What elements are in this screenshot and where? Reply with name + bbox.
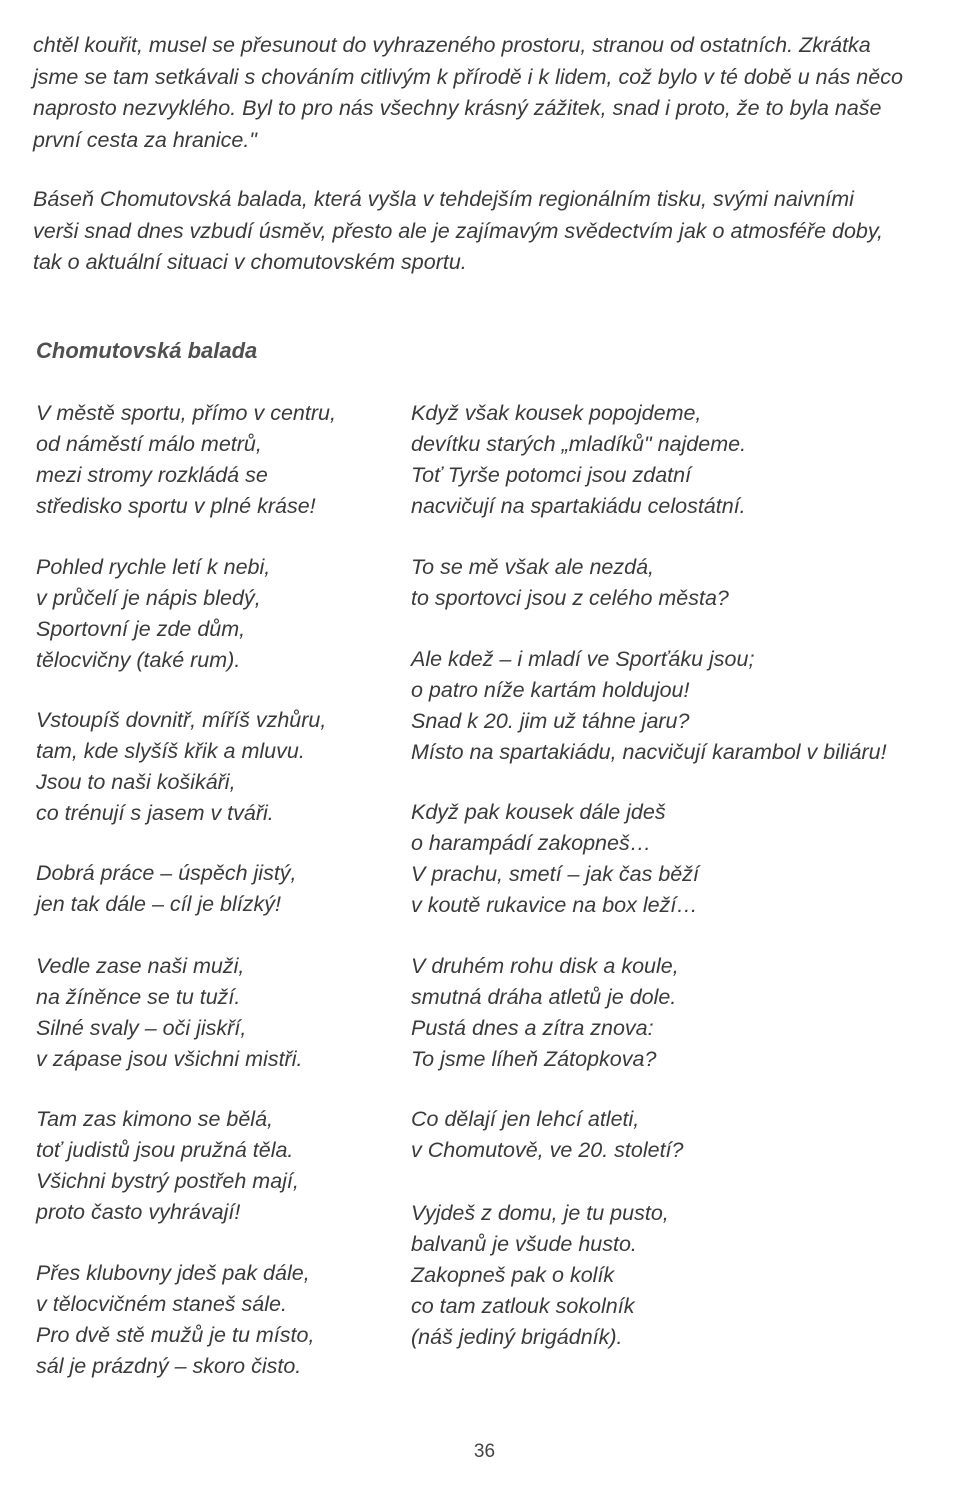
poem-line: Silné svaly – oči jiskří, (36, 1016, 247, 1040)
poem-stanza (36, 398, 336, 522)
poem-line: tam, kde slyšíš křik a mluvu. (36, 739, 305, 763)
poem-line: Sportovní je zde dům, (36, 617, 246, 641)
poem-line: Když pak kousek dále jdeš (411, 800, 666, 824)
poem-line: Vedle zase naši muži, (36, 954, 245, 978)
poem-line: Vyjdeš z domu, je tu pusto, (411, 1201, 669, 1225)
poem-line: Vstoupíš dovnitř, míříš vzhůru, (36, 708, 327, 732)
poem-title: Chomutovská balada (36, 338, 258, 363)
poem-line: Toť Tyrše potomci jsou zdatní (411, 463, 692, 487)
poem-line: Co dělají jen lehcí atleti, (411, 1107, 640, 1131)
poem-line: v zápase jsou všichni mistři. (36, 1047, 303, 1071)
poem-line: co trénují s jasem v tváři. (36, 801, 274, 825)
text-line: verši snad dnes vzbudí úsměv, přesto ale je zajímavým svědectvím jak o atmosféře doby, (33, 218, 884, 243)
poem-stanza (411, 644, 887, 768)
poem-stanza (36, 705, 326, 829)
poem-stanza (36, 1258, 314, 1382)
poem-line: středisko sportu v plné kráse! (36, 494, 316, 518)
poem-line: na žíněnce se tu tuží. (36, 985, 241, 1009)
poem-line: v Chomutově, ve 20. století? (411, 1138, 684, 1162)
poem-line: V druhém rohu disk a koule, (411, 954, 679, 978)
poem-stanza (36, 1104, 299, 1228)
poem-line: o patro níže kartám holdujou! (411, 678, 690, 702)
poem-line: To se mě však ale nezdá, (411, 555, 655, 579)
poem-line: Místo na spartakiádu, nacvičují karambol v biliáru! (411, 740, 887, 764)
poem-stanza (411, 398, 746, 522)
poem-stanza (411, 552, 729, 614)
poem-line: smutná dráha atletů je dole. (411, 985, 677, 1009)
poem-line: mezi stromy rozkládá se (36, 463, 268, 487)
poem-line: jen tak dále – cíl je blízký! (36, 892, 281, 916)
intro-paragraph-2 (33, 184, 928, 279)
poem-line: Pro dvě stě mužů je tu místo, (36, 1323, 315, 1347)
poem-line: Ale kdež – i mladí ve Sporťáku jsou; (411, 647, 755, 671)
poem-stanza (411, 1198, 669, 1353)
poem-line: od náměstí málo metrů, (36, 432, 262, 456)
poem-line: V prachu, smetí – jak čas běží (411, 862, 699, 886)
poem-line: Všichni bystrý postřeh mají, (36, 1169, 299, 1193)
poem-line: devítku starých „mladíků" najdeme. (411, 432, 747, 456)
poem-line: (náš jediný brigádník). (411, 1325, 623, 1349)
page-number: 36 (473, 1441, 496, 1462)
poem-line: Snad k 20. jim už táhne jaru? (411, 709, 690, 733)
poem-line: Pustá dnes a zítra znova: (411, 1016, 654, 1040)
poem-line: Zakopneš pak o kolík (411, 1263, 615, 1287)
text-line: jsme se tam setkávali s chováním citlivým k přírodě i k lidem, což bylo v té době u nás něco (33, 64, 903, 89)
text-line: tak o aktuální situaci v chomutovském sportu. (33, 250, 467, 274)
poem-line: v průčelí je nápis bledý, (36, 586, 261, 610)
poem-stanza (411, 951, 679, 1075)
poem-stanza (411, 797, 699, 921)
poem-line: v koutě rukavice na box leží… (411, 893, 698, 917)
text-line: Báseň Chomutovská balada, která vyšla v tehdejším regionálním tisku, svými naivními (33, 187, 854, 211)
poem-stanza (36, 858, 297, 920)
poem-line: nacvičují na spartakiádu celostátní. (411, 494, 746, 518)
poem-line: Jsou to naši košikáři, (36, 770, 236, 794)
poem-line: Dobrá práce – úspěch jistý, (36, 861, 297, 885)
poem-line: v tělocvičném staneš sále. (36, 1292, 287, 1316)
poem-line: To jsme líheň Zátopkova? (411, 1047, 657, 1071)
poem-line: o harampádí zakopneš… (411, 831, 652, 855)
poem-line: co tam zatlouk sokolník (411, 1294, 635, 1318)
poem-line: Přes klubovny jdeš pak dále, (36, 1261, 310, 1285)
poem-line: Pohled rychle letí k nebi, (36, 555, 271, 579)
poem-stanza (411, 1104, 683, 1166)
poem-line: V městě sportu, přímo v centru, (36, 401, 336, 425)
poem-line: tělocvičny (také rum). (36, 648, 241, 672)
poem-line: to sportovci jsou z celého města? (411, 586, 729, 610)
text-line: chtěl kouřit, musel se přesunout do vyhrazeného prostoru, stranou od ostatních. Zkrátka (33, 33, 871, 57)
poem-line: Tam zas kimono se bělá, (36, 1107, 274, 1131)
poem-stanza (36, 552, 270, 676)
poem-line: sál je prázdný – skoro čisto. (36, 1354, 302, 1378)
poem-line: proto často vyhrávají! (36, 1200, 241, 1224)
poem-stanza (36, 951, 302, 1075)
text-line: první cesta za hranice." (33, 127, 257, 152)
intro-paragraph-1 (33, 30, 928, 156)
poem-line: balvanů je všude husto. (411, 1232, 637, 1256)
text-line: naprosto nezvyklého. Byl to pro nás všechny krásný zážitek, snad i proto, že to byla naše (33, 96, 882, 120)
poem-line: toť judistů jsou pružná těla. (36, 1138, 294, 1162)
poem-line: Když však kousek popojdeme, (411, 401, 702, 425)
